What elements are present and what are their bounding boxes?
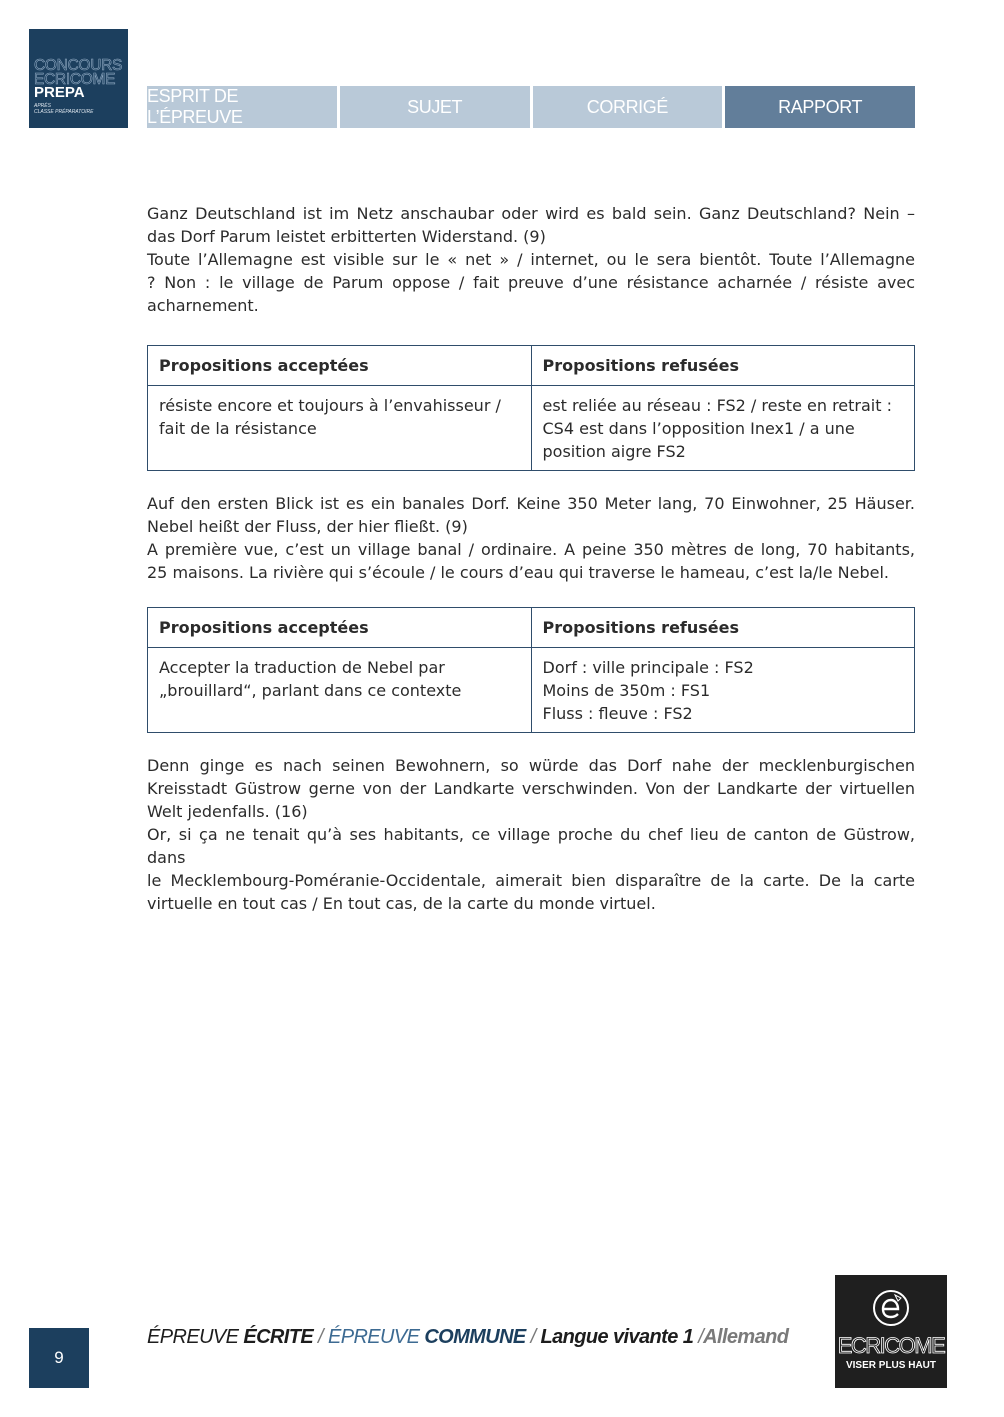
tab-rapport[interactable]: RAPPORT: [725, 86, 915, 128]
german-line: Ganz Deutschland ist im Netz anschaubar oder wird es bald sein. Ganz Deutschland? Nein –: [147, 204, 915, 223]
section-tabs: [147, 86, 915, 128]
report-content: [147, 202, 915, 915]
accepted-line: résiste encore et toujours à l’envahisseur /: [159, 396, 501, 415]
footer-sep: /: [693, 1326, 704, 1348]
logo-ecricome: ECRICOME: [34, 71, 116, 88]
german-line: das Dorf Parum leistet erbitterten Widerstand. (9): [147, 227, 546, 246]
refused-line: position aigre FS2: [542, 442, 686, 461]
tab-esprit[interactable]: ESPRIT DE L’ÉPREUVE: [147, 86, 337, 128]
german-line: Kreisstadt Güstrow gerne von der Landkarte verschwinden. Von der Landkarte der virtuellen: [147, 779, 915, 798]
ecricome-e-icon: [872, 1289, 910, 1327]
brand-name: ECRICOME: [837, 1333, 945, 1358]
refused-cell: [531, 386, 915, 471]
tab-sujet[interactable]: SUJET: [340, 86, 530, 128]
tab-corrige[interactable]: CORRIGÉ: [533, 86, 723, 128]
footer-allemand: Allemand: [703, 1326, 789, 1348]
refused-line: est reliée au réseau : FS2 / reste en retrait :: [542, 396, 892, 415]
ecricome-brand-logo: [835, 1275, 947, 1388]
refused-cell: [531, 648, 915, 733]
propositions-table-1: [147, 345, 915, 471]
concours-logo: [29, 29, 128, 128]
refused-line: CS4 est dans l’opposition Inex1 / a une: [542, 419, 855, 438]
german-line: Welt jedenfalls. (16): [147, 802, 308, 821]
header-accepted: Propositions acceptées: [148, 346, 532, 386]
footer-ecrite: ÉCRITE: [243, 1326, 314, 1348]
french-line: Toute l’Allemagne est visible sur le « net » / internet, ou le sera bientôt. Toute l’Allemagne: [147, 250, 915, 269]
footer-epreuve-2: ÉPREUVE: [327, 1326, 425, 1348]
french-line: 25 maisons. La rivière qui s’écoule / le cours d’eau qui traverse le hameau, c’est la/le Nebel.: [147, 563, 889, 582]
logo-apres: APRÈS: [34, 103, 51, 109]
footer-langue: Langue vivante 1: [540, 1326, 694, 1348]
accepted-cell: [148, 386, 532, 471]
page-number: 9: [29, 1328, 89, 1388]
french-line: le Mecklembourg-Poméranie-Occidentale, aimerait bien disparaître de la carte. De la carte: [147, 871, 915, 890]
french-line: virtuelle en tout cas / En tout cas, de la carte du monde virtuel.: [147, 894, 656, 913]
accepted-cell: [148, 648, 532, 733]
refused-line: Fluss : fleuve : FS2: [542, 704, 693, 723]
footer-epreuve: ÉPREUVE: [147, 1326, 244, 1348]
section-1-text: [147, 202, 915, 317]
footer-title: [147, 1326, 788, 1349]
german-line: Denn ginge es nach seinen Bewohnern, so würde das Dorf nahe der mecklenburgischen: [147, 756, 915, 775]
refused-line: Moins de 350m : FS1: [542, 681, 711, 700]
german-line: Nebel heißt der Fluss, der hier fließt. (9): [147, 517, 468, 536]
section-3-text: [147, 754, 915, 915]
accepted-line: Accepter la traduction de Nebel par: [159, 658, 445, 677]
logo-classe-preparatoire: CLASSE PRÉPARATOIRE: [34, 109, 94, 115]
header-refused: Propositions refusées: [531, 346, 915, 386]
footer-commune: COMMUNE: [424, 1326, 526, 1348]
accepted-line: fait de la résistance: [159, 419, 317, 438]
accepted-line: „brouillard“, parlant dans ce contexte: [159, 681, 462, 700]
header-accepted: Propositions acceptées: [148, 608, 532, 648]
propositions-table-2: [147, 607, 915, 733]
header-refused: Propositions refusées: [531, 608, 915, 648]
logo-concours: CONCOURS: [34, 57, 123, 74]
refused-line: Dorf : ville principale : FS2: [542, 658, 754, 677]
german-line: Auf den ersten Blick ist es ein banales Dorf. Keine 350 Meter lang, 70 Einwohner, 25 Häuser.: [147, 494, 915, 513]
french-line: acharnement.: [147, 296, 259, 315]
french-line: A première vue, c’est un village banal / ordinaire. A peine 350 mètres de long, 70 habitants,: [147, 540, 915, 559]
logo-prepa: PREPA: [34, 84, 85, 101]
section-2-text: [147, 492, 915, 584]
french-line: ? Non : le village de Parum oppose / fait preuve d’une résistance acharnée / résiste avec: [147, 273, 915, 292]
footer-sep: /: [313, 1326, 328, 1348]
french-line: Or, si ça ne tenait qu’à ses habitants, ce village proche du chef lieu de canton de Güstrow, dans: [147, 825, 915, 867]
brand-tagline: VISER PLUS HAUT: [845, 1360, 936, 1371]
footer-sep: /: [525, 1326, 541, 1348]
